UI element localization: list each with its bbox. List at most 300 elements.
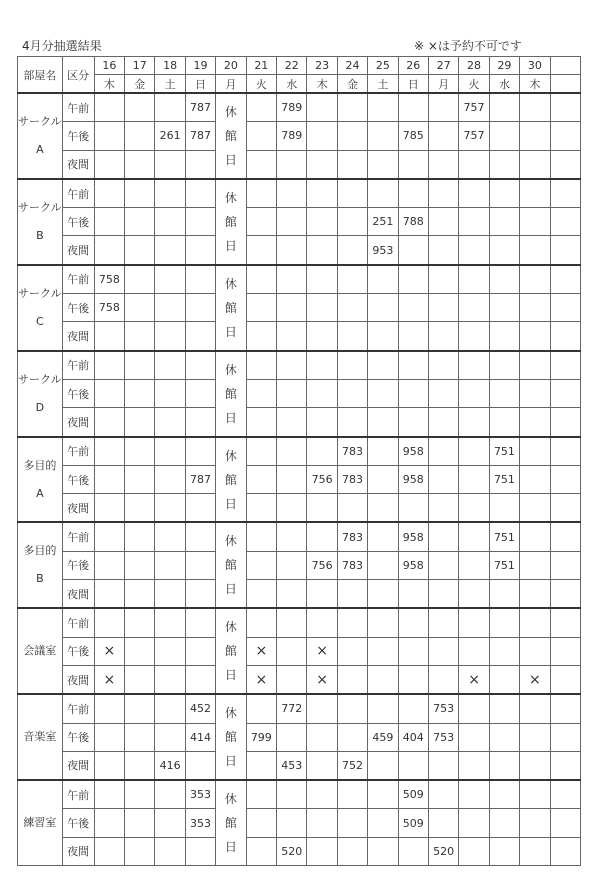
schedule-cell: 753: [428, 694, 458, 723]
schedule-cell: [307, 494, 337, 523]
schedule-cell: [307, 522, 337, 551]
schedule-cell: [520, 322, 550, 351]
schedule-cell: [277, 150, 307, 179]
schedule-cell: [337, 608, 367, 637]
schedule-cell: ×: [246, 665, 276, 694]
schedule-cell: [155, 236, 185, 265]
schedule-cell: [246, 780, 276, 809]
schedule-cell: [520, 208, 550, 236]
schedule-cell: [125, 465, 155, 493]
schedule-cell: [428, 809, 458, 837]
schedule-cell: [307, 837, 337, 865]
schedule-cell: 789: [277, 93, 307, 122]
schedule-cell: 751: [489, 551, 519, 579]
schedule-cell: [277, 494, 307, 523]
schedule-cell: [246, 379, 276, 407]
schedule-cell: [155, 580, 185, 609]
schedule-cell: [125, 809, 155, 837]
schedule-cell: 787: [185, 122, 215, 150]
kubun-cell: 夜間: [62, 322, 94, 351]
header-date: 18: [155, 57, 185, 75]
table-row: [18, 322, 581, 351]
closed-label-char: 休: [224, 534, 237, 549]
schedule-cell: [337, 351, 367, 380]
schedule-cell: [337, 580, 367, 609]
schedule-cell: [459, 379, 489, 407]
schedule-cell: [520, 379, 550, 407]
schedule-cell: [428, 637, 458, 665]
schedule-cell: [489, 351, 519, 380]
schedule-cell: [155, 551, 185, 579]
room-name: 会議室: [23, 644, 57, 658]
schedule-cell: [550, 122, 580, 150]
schedule-cell: [125, 780, 155, 809]
schedule-cell: [155, 494, 185, 523]
schedule-cell: [185, 437, 215, 466]
schedule-cell: [307, 723, 337, 751]
header-date: 29: [489, 57, 519, 75]
closed-label-char: 休: [224, 104, 237, 119]
schedule-cell: [277, 294, 307, 322]
schedule-cell: [489, 608, 519, 637]
table-row: [18, 580, 581, 609]
schedule-cell: [428, 122, 458, 150]
room-letter: C: [35, 314, 44, 328]
schedule-cell: [125, 379, 155, 407]
room-letter: D: [35, 400, 45, 414]
closed-day-cell: [216, 179, 246, 265]
header-weekday: 火: [246, 75, 276, 94]
schedule-cell: [307, 408, 337, 437]
schedule-cell: [520, 179, 550, 208]
schedule-cell: [246, 751, 276, 780]
room-name: 多目的: [23, 544, 57, 558]
schedule-cell: [277, 809, 307, 837]
schedule-cell: [277, 551, 307, 579]
closed-label-char: 館: [224, 644, 237, 659]
schedule-cell: [277, 723, 307, 751]
schedule-cell: [185, 608, 215, 637]
schedule-cell: [520, 551, 550, 579]
schedule-cell: [155, 723, 185, 751]
header-weekday: 土: [155, 75, 185, 94]
room-name: 練習室: [23, 816, 57, 830]
header-date: 22: [277, 57, 307, 75]
schedule-cell: [489, 694, 519, 723]
schedule-cell: [94, 351, 124, 380]
schedule-cell: [94, 408, 124, 437]
schedule-cell: [368, 580, 398, 609]
schedule-cell: [337, 265, 367, 294]
schedule-cell: [428, 580, 458, 609]
schedule-cell: 783: [337, 437, 367, 466]
header-weekday: 木: [307, 75, 337, 94]
schedule-cell: [459, 522, 489, 551]
schedule-cell: [94, 751, 124, 780]
room-name-cell: [18, 608, 63, 694]
kubun-cell: 午前: [62, 351, 94, 380]
room-letter: A: [36, 142, 44, 156]
page-title: 4月分抽選結果: [22, 39, 102, 53]
schedule-cell: ×: [520, 665, 550, 694]
schedule-cell: [307, 694, 337, 723]
schedule-cell: [94, 93, 124, 122]
schedule-cell: [246, 236, 276, 265]
schedule-cell: [125, 351, 155, 380]
schedule-cell: [550, 780, 580, 809]
schedule-cell: [459, 322, 489, 351]
schedule-cell: [155, 694, 185, 723]
schedule-cell: [94, 179, 124, 208]
schedule-cell: [155, 837, 185, 865]
schedule-cell: [489, 723, 519, 751]
room-name-cell: [18, 179, 63, 265]
schedule-cell: [277, 665, 307, 694]
schedule-cell: [550, 208, 580, 236]
room-name: 音楽室: [23, 730, 57, 744]
closed-day-cell: [216, 351, 246, 437]
table-row: [18, 208, 581, 236]
schedule-cell: [428, 751, 458, 780]
schedule-cell: 251: [368, 208, 398, 236]
closed-day-cell: [216, 608, 246, 694]
schedule-cell: [94, 608, 124, 637]
schedule-cell: [368, 265, 398, 294]
schedule-cell: [307, 294, 337, 322]
schedule-cell: [520, 437, 550, 466]
schedule-cell: 353: [185, 809, 215, 837]
closed-label-char: 館: [224, 730, 237, 745]
schedule-cell: [307, 751, 337, 780]
schedule-cell: [277, 208, 307, 236]
schedule-cell: [246, 179, 276, 208]
schedule-cell: [489, 751, 519, 780]
schedule-cell: 753: [428, 723, 458, 751]
schedule-cell: [550, 294, 580, 322]
schedule-cell: [428, 93, 458, 122]
schedule-cell: [125, 723, 155, 751]
table-row: [18, 809, 581, 837]
header-weekday: [550, 75, 580, 94]
kubun-cell: 夜間: [62, 665, 94, 694]
schedule-cell: [520, 408, 550, 437]
closed-label-char: 館: [224, 472, 237, 487]
room-name-cell: [18, 265, 63, 351]
schedule-cell: [155, 379, 185, 407]
closed-label-char: 館: [224, 300, 237, 315]
header-weekday: 水: [489, 75, 519, 94]
closed-label-char: 休: [224, 792, 237, 807]
schedule-cell: [459, 608, 489, 637]
schedule-cell: [550, 637, 580, 665]
kubun-cell: 夜間: [62, 236, 94, 265]
schedule-cell: [398, 694, 428, 723]
table-row: [18, 351, 581, 380]
schedule-cell: [459, 780, 489, 809]
schedule-cell: [337, 179, 367, 208]
schedule-cell: [459, 637, 489, 665]
schedule-cell: [520, 580, 550, 609]
kubun-cell: 午後: [62, 294, 94, 322]
schedule-cell: [550, 179, 580, 208]
schedule-cell: [489, 93, 519, 122]
schedule-cell: [337, 408, 367, 437]
schedule-cell: [125, 522, 155, 551]
schedule-cell: [185, 665, 215, 694]
kubun-cell: 夜間: [62, 837, 94, 865]
kubun-cell: 午後: [62, 637, 94, 665]
schedule-cell: [428, 236, 458, 265]
schedule-cell: [337, 93, 367, 122]
schedule-cell: [337, 322, 367, 351]
schedule-cell: [550, 465, 580, 493]
schedule-cell: 520: [277, 837, 307, 865]
schedule-cell: [125, 294, 155, 322]
schedule-cell: [94, 322, 124, 351]
schedule-cell: 953: [368, 236, 398, 265]
schedule-cell: [550, 93, 580, 122]
schedule-cell: [459, 723, 489, 751]
schedule-cell: [277, 236, 307, 265]
schedule-cell: [246, 608, 276, 637]
schedule-cell: [125, 322, 155, 351]
schedule-cell: 509: [398, 780, 428, 809]
schedule-cell: [398, 637, 428, 665]
schedule-cell: [246, 351, 276, 380]
schedule-cell: [459, 751, 489, 780]
schedule-cell: [489, 494, 519, 523]
schedule-cell: [459, 580, 489, 609]
schedule-cell: [550, 580, 580, 609]
schedule-cell: [428, 294, 458, 322]
schedule-cell: 788: [398, 208, 428, 236]
schedule-cell: [428, 179, 458, 208]
schedule-cell: [185, 837, 215, 865]
schedule-cell: ×: [94, 637, 124, 665]
header-date: [550, 57, 580, 75]
kubun-cell: 午前: [62, 93, 94, 122]
closed-label-char: 日: [224, 754, 237, 769]
table-row: [18, 379, 581, 407]
header-weekday: 木: [94, 75, 124, 94]
schedule-cell: [489, 294, 519, 322]
schedule-cell: ×: [246, 637, 276, 665]
schedule-cell: [368, 551, 398, 579]
schedule-cell: [368, 351, 398, 380]
schedule-cell: [368, 322, 398, 351]
schedule-cell: [125, 437, 155, 466]
schedule-cell: [550, 437, 580, 466]
schedule-cell: [428, 208, 458, 236]
schedule-cell: [246, 580, 276, 609]
schedule-cell: 452: [185, 694, 215, 723]
schedule-cell: [489, 580, 519, 609]
schedule-cell: [398, 93, 428, 122]
schedule-cell: [94, 723, 124, 751]
schedule-cell: [520, 351, 550, 380]
schedule-cell: [155, 665, 185, 694]
schedule-cell: [246, 494, 276, 523]
schedule-cell: [428, 265, 458, 294]
schedule-cell: [125, 408, 155, 437]
kubun-cell: 夜間: [62, 494, 94, 523]
schedule-cell: [185, 322, 215, 351]
schedule-cell: [155, 93, 185, 122]
schedule-cell: [520, 494, 550, 523]
closed-day-cell: [216, 522, 246, 608]
schedule-cell: ×: [307, 637, 337, 665]
schedule-cell: 353: [185, 780, 215, 809]
schedule-cell: 758: [94, 265, 124, 294]
schedule-cell: [368, 522, 398, 551]
schedule-cell: [368, 694, 398, 723]
kubun-cell: 午前: [62, 179, 94, 208]
schedule-cell: [489, 408, 519, 437]
schedule-cell: [307, 122, 337, 150]
schedule-cell: [185, 294, 215, 322]
header-date: 27: [428, 57, 458, 75]
schedule-cell: [520, 294, 550, 322]
schedule-cell: [550, 837, 580, 865]
schedule-cell: [185, 379, 215, 407]
schedule-cell: [307, 580, 337, 609]
schedule-cell: [307, 150, 337, 179]
header-date: 23: [307, 57, 337, 75]
schedule-cell: 756: [307, 465, 337, 493]
closed-label-char: 日: [224, 668, 237, 683]
schedule-cell: [428, 322, 458, 351]
room-name: サークル: [18, 286, 62, 300]
schedule-cell: [155, 208, 185, 236]
schedule-cell: [125, 837, 155, 865]
schedule-cell: [550, 751, 580, 780]
schedule-cell: [550, 379, 580, 407]
schedule-cell: [94, 551, 124, 579]
closed-label-char: 休: [224, 448, 237, 463]
schedule-cell: [520, 93, 550, 122]
closed-label-char: 日: [224, 152, 237, 167]
schedule-cell: [398, 150, 428, 179]
kubun-cell: 夜間: [62, 751, 94, 780]
header-weekday: 月: [216, 75, 246, 94]
header-date: 28: [459, 57, 489, 75]
table-row: [18, 294, 581, 322]
schedule-cell: [368, 150, 398, 179]
schedule-cell: [94, 780, 124, 809]
schedule-cell: [307, 809, 337, 837]
schedule-cell: 261: [155, 122, 185, 150]
schedule-cell: [368, 751, 398, 780]
header-weekday: 月: [428, 75, 458, 94]
schedule-cell: [94, 522, 124, 551]
kubun-cell: 午後: [62, 723, 94, 751]
kubun-cell: 午前: [62, 265, 94, 294]
header-date: 25: [368, 57, 398, 75]
schedule-cell: 414: [185, 723, 215, 751]
room-name-cell: [18, 694, 63, 780]
closed-label-char: 日: [224, 238, 237, 253]
schedule-cell: [459, 551, 489, 579]
kubun-cell: 午前: [62, 780, 94, 809]
schedule-cell: [185, 551, 215, 579]
schedule-cell: [185, 265, 215, 294]
schedule-cell: [246, 522, 276, 551]
schedule-cell: [459, 809, 489, 837]
table-row: [18, 265, 581, 294]
schedule-cell: [368, 465, 398, 493]
closed-label-char: 館: [224, 128, 237, 143]
schedule-cell: [337, 694, 367, 723]
schedule-cell: [489, 665, 519, 694]
schedule-cell: [277, 179, 307, 208]
room-name-cell: [18, 93, 63, 179]
schedule-cell: [337, 379, 367, 407]
schedule-cell: [459, 694, 489, 723]
schedule-cell: [125, 93, 155, 122]
schedule-cell: [489, 208, 519, 236]
schedule-cell: [277, 437, 307, 466]
schedule-cell: 758: [94, 294, 124, 322]
schedule-cell: [155, 408, 185, 437]
schedule-cell: [459, 179, 489, 208]
kubun-cell: 夜間: [62, 150, 94, 179]
schedule-cell: [125, 122, 155, 150]
closed-label-char: 館: [224, 558, 237, 573]
schedule-cell: [459, 408, 489, 437]
closed-label-char: 休: [224, 706, 237, 721]
header-row-weekdays: [18, 75, 581, 94]
schedule-cell: [185, 751, 215, 780]
lottery-results-table: [17, 56, 581, 866]
schedule-cell: [185, 150, 215, 179]
schedule-cell: [428, 465, 458, 493]
schedule-cell: [94, 379, 124, 407]
schedule-cell: [155, 465, 185, 493]
schedule-cell: [307, 780, 337, 809]
schedule-cell: [125, 751, 155, 780]
schedule-cell: [277, 322, 307, 351]
schedule-cell: [307, 93, 337, 122]
schedule-cell: [94, 208, 124, 236]
schedule-cell: [155, 637, 185, 665]
schedule-cell: [368, 122, 398, 150]
schedule-cell: [550, 522, 580, 551]
room-letter: A: [36, 486, 44, 500]
schedule-cell: [368, 437, 398, 466]
schedule-cell: [94, 694, 124, 723]
schedule-cell: [185, 522, 215, 551]
kubun-cell: 午後: [62, 809, 94, 837]
table-row: [18, 694, 581, 723]
schedule-cell: [125, 179, 155, 208]
schedule-cell: [246, 437, 276, 466]
schedule-cell: [428, 780, 458, 809]
room-name-cell: [18, 351, 63, 437]
room-name-cell: [18, 522, 63, 608]
schedule-cell: 958: [398, 465, 428, 493]
schedule-cell: [155, 322, 185, 351]
closed-day-cell: [216, 694, 246, 780]
schedule-cell: [489, 236, 519, 265]
schedule-cell: [459, 236, 489, 265]
schedule-cell: [428, 608, 458, 637]
closed-label-char: 日: [224, 410, 237, 425]
schedule-cell: [550, 694, 580, 723]
header-weekday: 金: [125, 75, 155, 94]
schedule-cell: [185, 208, 215, 236]
header-date: 16: [94, 57, 124, 75]
table-row: [18, 837, 581, 865]
